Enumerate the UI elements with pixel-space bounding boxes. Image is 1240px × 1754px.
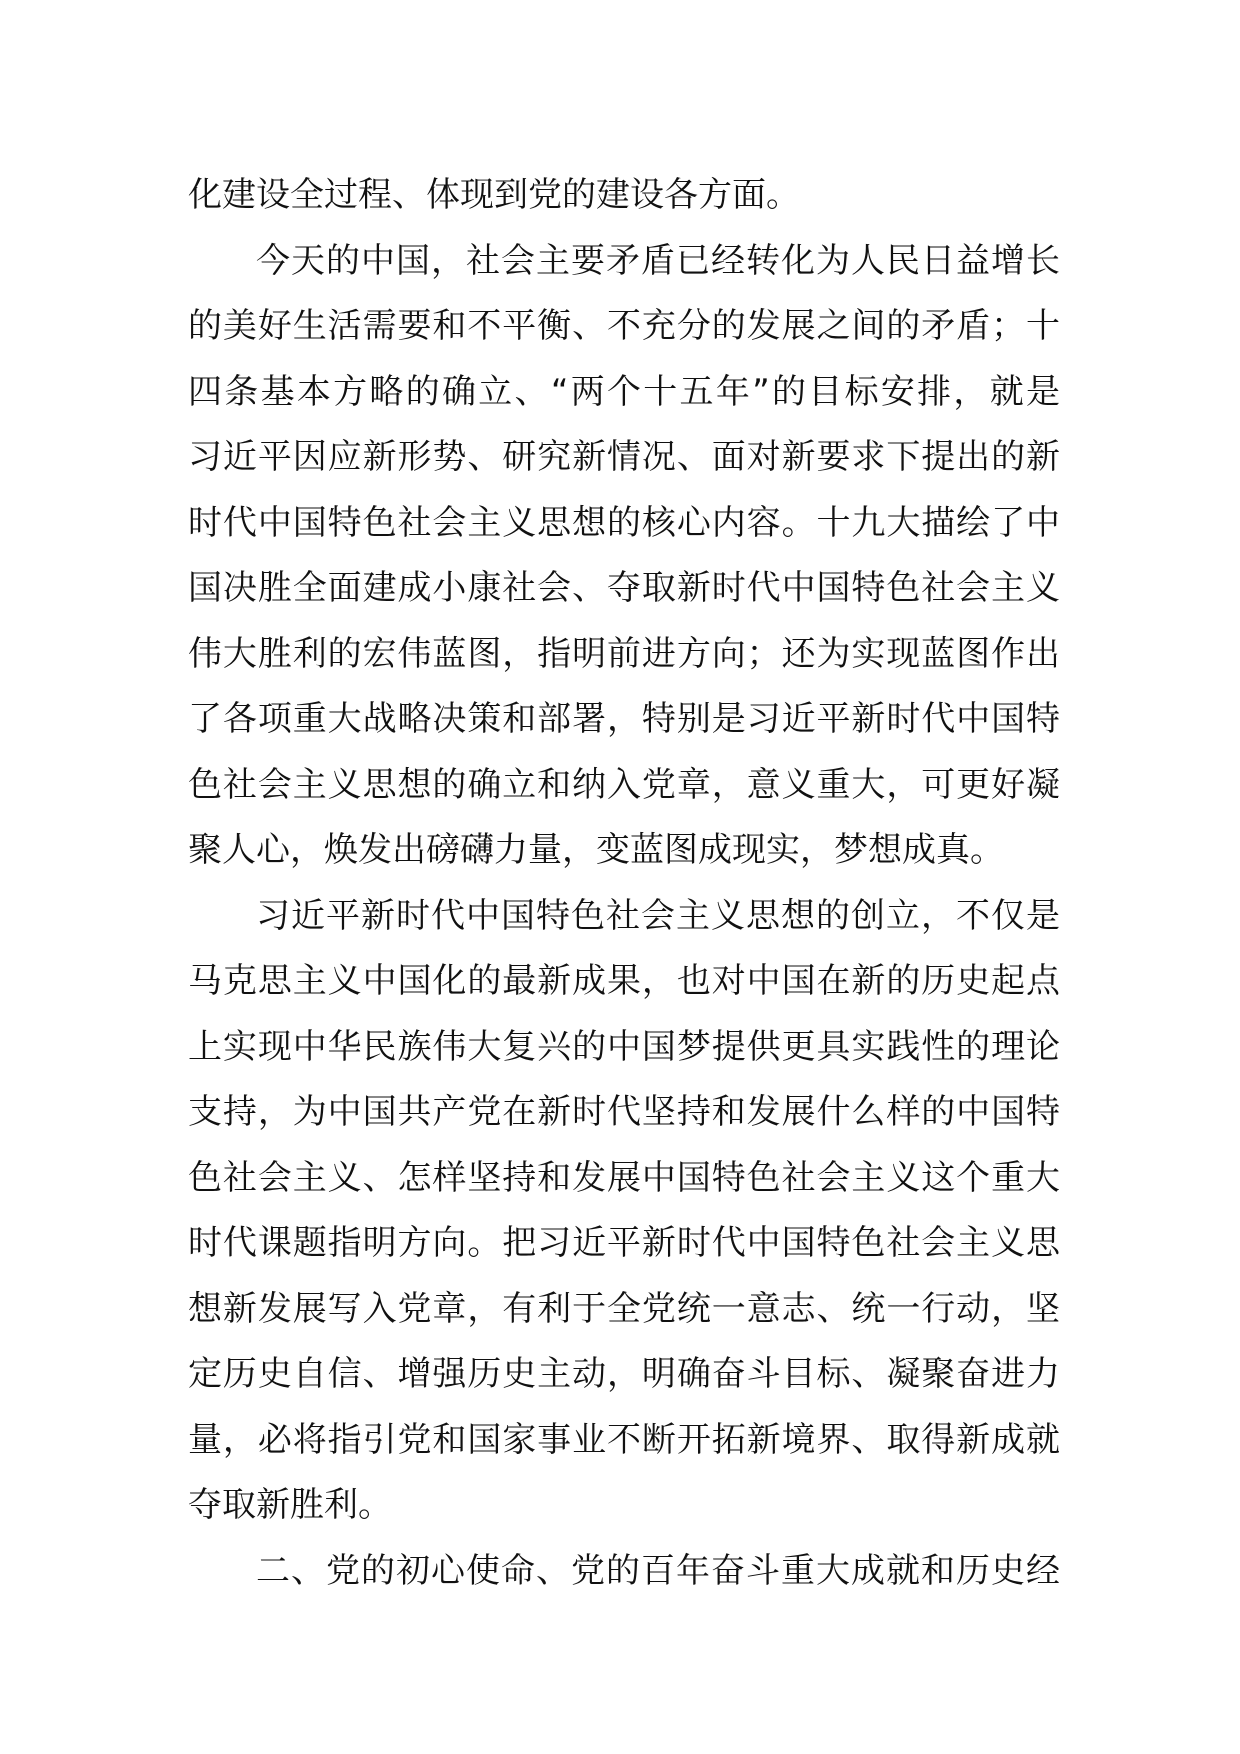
text-line: 二、党的初心使命、党的百年奋斗重大成就和历史经 [256,1550,1060,1591]
text-line: 马克思主义中国化的最新成果，也对中国在新的历史起点 [188,961,1060,1001]
text-line: 的美好生活需要和不平衡、不充分的发展之间的矛盾；十 [188,306,1060,346]
text-line: 时代中国特色社会主义思想的核心内容。十九大描绘了中 [188,502,1060,543]
text-line: 习近平新时代中国特色社会主义思想的创立，不仅是 [256,895,1060,936]
text-line: 色社会主义、怎样坚持和发展中国特色社会主义这个重大 [188,1157,1060,1198]
text-line: 量，必将指引党和国家事业不断开拓新境界、取得新成就 [188,1419,1060,1460]
text-line: 了各项重大战略决策和部署，特别是习近平新时代中国特 [188,699,1060,739]
text-line: 上实现中华民族伟大复兴的中国梦提供更具实践性的理论 [188,1026,1060,1067]
text-line: 伟大胜利的宏伟蓝图，指明前进方向；还为实现蓝图作出 [188,633,1060,674]
text-line: 化建设全过程、体现到党的建设各方面。 [188,175,800,215]
text-line: 支持，为中国共产党在新时代坚持和发展什么样的中国特 [188,1092,1060,1132]
document-body [188,163,1060,1604]
text-line: 聚人心，焕发出磅礴力量，变蓝图成现实，梦想成真。 [188,830,1004,870]
text-line: 四条基本方略的确立、“两个十五年”的目标安排，就是 [188,371,1060,412]
text-line: 今天的中国，社会主要矛盾已经转化为人民日益增长 [256,240,1060,281]
text-line: 时代课题指明方向。把习近平新时代中国特色社会主义思 [188,1223,1060,1263]
text-line: 定历史自信、增强历史主动，明确奋斗目标、凝聚奋进力 [188,1354,1060,1394]
text-line: 夺取新胜利。 [188,1485,392,1525]
text-line: 国决胜全面建成小康社会、夺取新时代中国特色社会主义 [188,568,1060,608]
text-line: 习近平因应新形势、研究新情况、面对新要求下提出的新 [188,437,1060,477]
text-line: 想新发展写入党章，有利于全党统一意志、统一行动，坚 [188,1288,1060,1329]
text-line: 色社会主义思想的确立和纳入党章，意义重大，可更好凝 [188,764,1060,805]
